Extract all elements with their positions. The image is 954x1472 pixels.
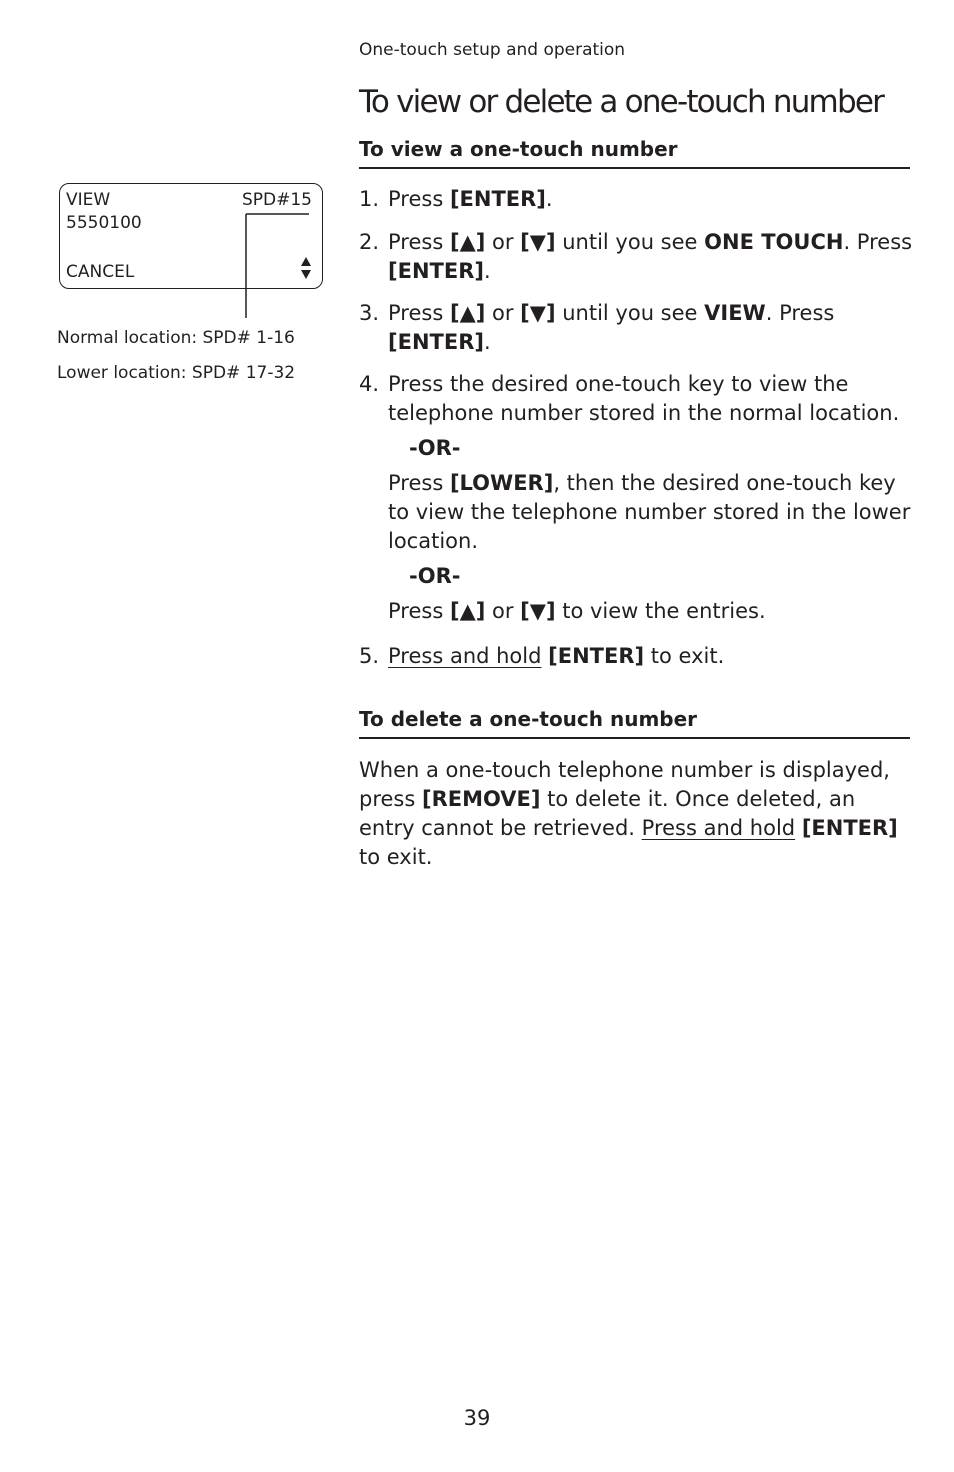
page-number: 39 xyxy=(463,1406,491,1430)
step-number: 5. xyxy=(359,644,380,668)
down-arrow-icon: ▼ xyxy=(529,230,546,254)
or-separator: -OR- xyxy=(409,564,461,588)
screen-line1-right: SPD#15 xyxy=(241,190,312,210)
scroll-alternative: Press [▲] or [▼] to view the entries. xyxy=(388,599,766,623)
callout-line xyxy=(240,210,312,322)
up-arrow-icon: ▲ xyxy=(459,301,476,325)
step-number: 1. xyxy=(359,187,380,211)
page-title: To view or delete a one-touch number xyxy=(359,84,884,120)
step-number: 3. xyxy=(359,301,380,325)
or-separator: -OR- xyxy=(409,436,461,460)
caption-lower-location: Lower location: SPD# 17-32 xyxy=(57,363,296,383)
screen-line2: 5550100 xyxy=(66,213,142,233)
up-arrow-icon: ▲ xyxy=(459,599,476,623)
lower-alternative: Press [LOWER], then the desired one-touch key to view the telephone number stored in the lower location. xyxy=(388,471,911,553)
delete-paragraph: When a one-touch telephone number is displayed, press [REMOVE] to delete it. Once deleted, an entry cannot be retrieved. Press and hold [ENTER] to exit. xyxy=(359,758,898,869)
screen-line1-left: VIEW xyxy=(66,190,111,210)
delete-heading: To delete a one-touch number xyxy=(359,707,910,739)
step-number: 2. xyxy=(359,230,380,254)
screen-line3: CANCEL xyxy=(66,262,135,282)
up-arrow-icon: ▲ xyxy=(459,230,476,254)
view-heading: To view a one-touch number xyxy=(359,137,910,169)
down-arrow-icon: ▼ xyxy=(529,599,546,623)
caption-normal-location: Normal location: SPD# 1-16 xyxy=(57,328,295,348)
step-number: 4. xyxy=(359,372,380,396)
down-arrow-icon: ▼ xyxy=(529,301,546,325)
section-title: One-touch setup and operation xyxy=(359,40,626,60)
